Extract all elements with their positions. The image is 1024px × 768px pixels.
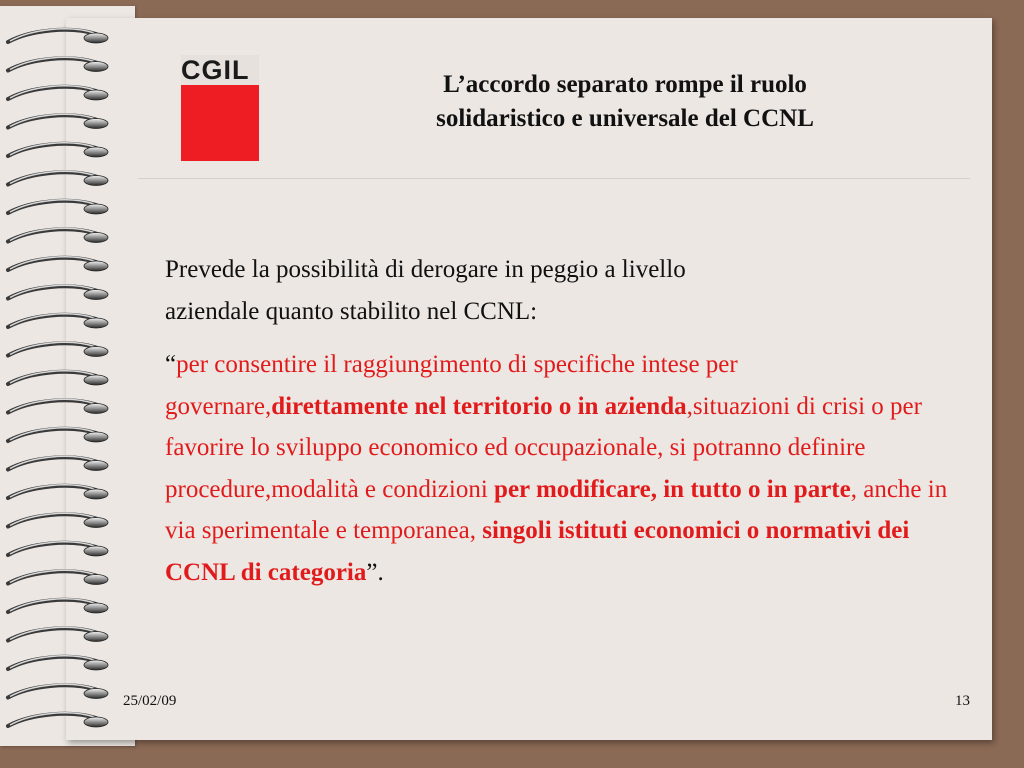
spiral-ring (8, 513, 108, 527)
title-line-2: solidaristico e universale del CCNL (436, 105, 814, 132)
spiral-ring (8, 456, 108, 470)
slide-title (325, 68, 925, 136)
spiral-ring (8, 428, 108, 442)
spiral-ring (8, 114, 108, 128)
logo-red-block (181, 85, 259, 161)
spiral-ring (8, 485, 108, 499)
page-number: 13 (955, 693, 970, 709)
quote-text-2: ,situazioni di crisi o per favorire lo sviluppo economico ed occupazionale, si potranno definire procedure,modalità e condizioni (165, 392, 922, 503)
spiral-ring (8, 143, 108, 157)
spiral-ring (8, 285, 108, 299)
spiral-ring (8, 257, 108, 271)
title-line-1: L’accordo separato rompe il ruolo (443, 71, 807, 98)
footer-date: 25/02/09 (123, 693, 177, 709)
spiral-ring (8, 713, 108, 727)
cgil-logo (181, 55, 259, 161)
title-divider (138, 178, 970, 179)
spiral-ring (8, 399, 108, 413)
intro-paragraph (165, 249, 960, 332)
spiral-ring (8, 342, 108, 356)
spiral-ring (8, 228, 108, 242)
spiral-ring (8, 171, 108, 185)
quote-bold-3: singoli istituti economici o normativi dei CCNL di categoria (165, 517, 910, 586)
spiral-ring (8, 656, 108, 670)
slide-body (165, 249, 960, 593)
quote-paragraph (165, 344, 960, 593)
logo-text: CGIL (181, 55, 259, 85)
quote-bold-1: direttamente nel territorio o in azienda (271, 392, 687, 420)
quote-bold-2: per modificare, in tutto o in parte (494, 475, 851, 503)
spiral-ring (8, 684, 108, 698)
spiral-ring (8, 627, 108, 641)
spiral-ring (8, 314, 108, 328)
quote-text-1: per consentire il raggiungimento di specifiche intese per governare, (165, 351, 738, 420)
spiral-ring (8, 86, 108, 100)
spiral-ring (8, 599, 108, 613)
spiral-ring (8, 542, 108, 556)
spiral-binding (0, 0, 120, 768)
intro-line-1: Prevede la possibilità di derogare in peggio a livello (165, 256, 686, 283)
spiral-ring (8, 371, 108, 385)
spiral-ring (8, 200, 108, 214)
spiral-ring (8, 29, 108, 43)
intro-line-2: aziendale quanto stabilito nel CCNL: (165, 297, 538, 325)
spiral-ring (8, 570, 108, 584)
quote-text-3: , anche in via sperimentale e temporanea, (165, 475, 948, 544)
quote-open: “ (165, 351, 177, 378)
spiral-ring (8, 57, 108, 71)
quote-close: ”. (366, 558, 384, 586)
